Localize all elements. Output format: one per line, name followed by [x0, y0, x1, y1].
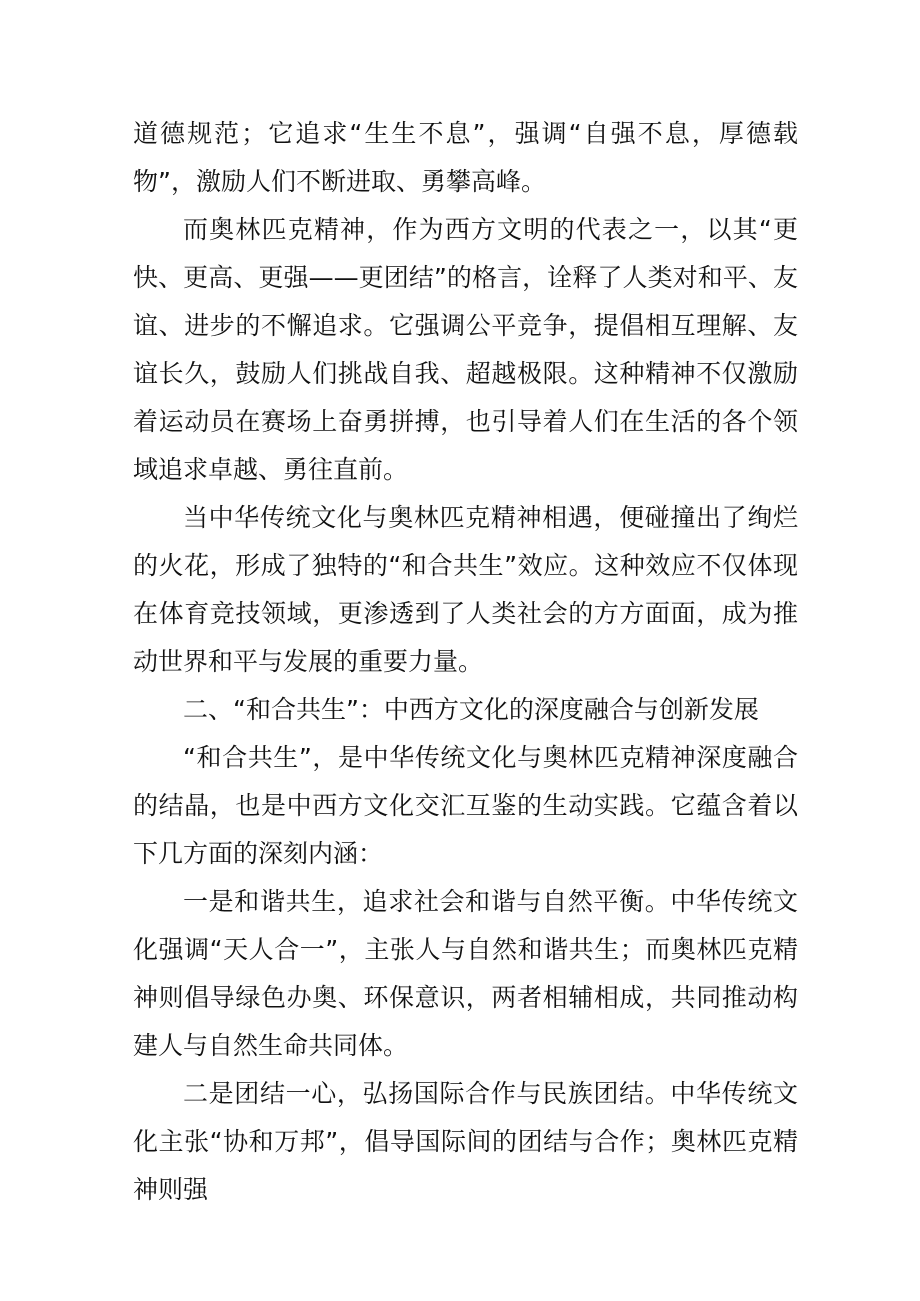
section-heading: 二、“和合共生”：中西方文化的深度融合与创新发展 — [183, 695, 759, 724]
paragraph-1: 道德规范；它追求“生生不息”，强调“自强不息，厚德载物”，激励人们不断进取、勇攀高峰。 — [133, 119, 798, 196]
document-body — [133, 110, 798, 1214]
paragraph-6: 二是团结一心，弘扬国际合作与民族团结。中华传统文化主张“协和万邦”，倡导国际间的团结与合作；奥林匹克精神则强 — [133, 1079, 798, 1204]
paragraph-2: 而奥林匹克精神，作为西方文明的代表之一，以其“更快、更高、更强——更团结”的格言，诠释了人类对和平、友谊、进步的不懈追求。它强调公平竞争，提倡相互理解、友谊长久，鼓励人们挑战自我、超越极限。这种精神不仅激励着运动员在赛场上奋勇拼搏，也引导着人们在生活的各个领域追求卓越、勇往直前。 — [133, 215, 798, 484]
paragraph-5: 一是和谐共生，追求社会和谐与自然平衡。中华传统文化强调“天人合一”，主张人与自然和谐共生；而奥林匹克精神则倡导绿色办奥、环保意识，两者相辅相成，共同推动构建人与自然生命共同体。 — [133, 887, 798, 1060]
paragraph-4: “和合共生”，是中华传统文化与奥林匹克精神深度融合的结晶，也是中西方文化交汇互鉴的生动实践。它蕴含着以下几方面的深刻内涵： — [133, 743, 798, 868]
paragraph-3: 当中华传统文化与奥林匹克精神相遇，便碰撞出了绚烂的火花，形成了独特的“和合共生”效应。这种效应不仅体现在体育竞技领域，更渗透到了人类社会的方方面面，成为推动世界和平与发展的重要力量。 — [133, 503, 798, 676]
